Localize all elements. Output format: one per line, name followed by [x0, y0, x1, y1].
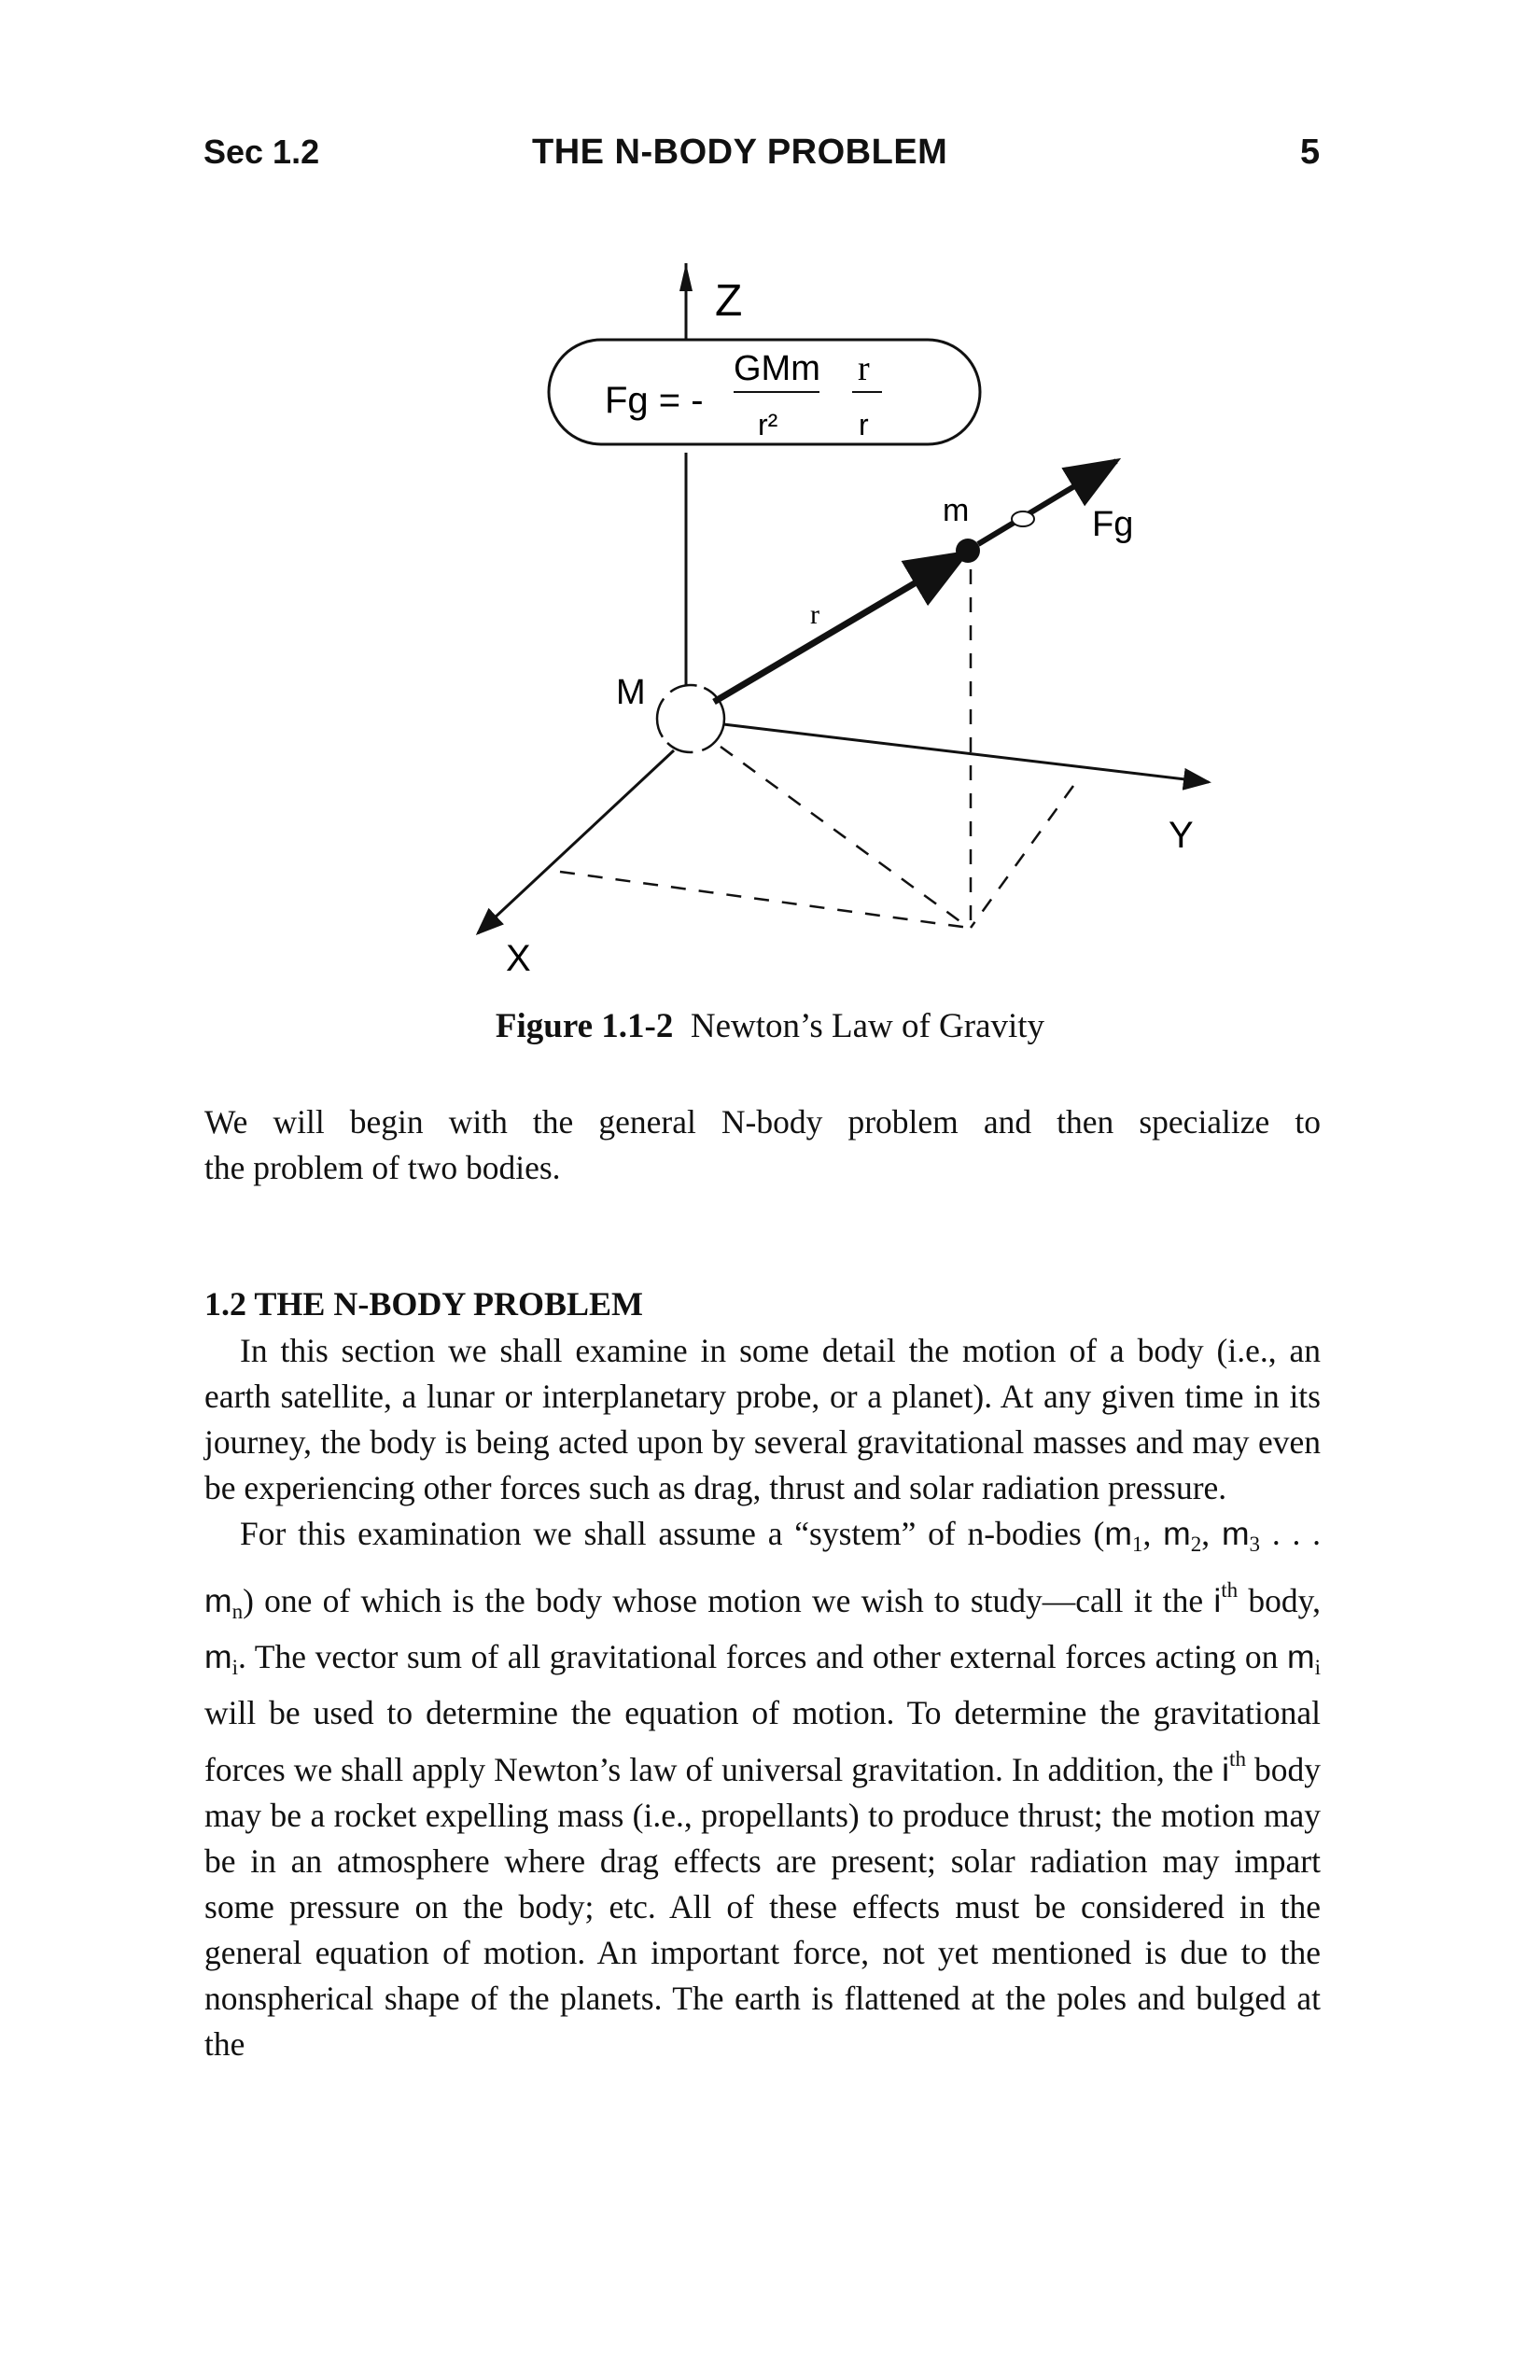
x-axis-label: X	[506, 938, 531, 979]
formula-lhs: Fg = -	[605, 380, 704, 421]
sub-i: i	[231, 1654, 238, 1679]
sub-2: 2	[1190, 1531, 1202, 1556]
p2-part-f: body may be a rocket expelling mass (i.e., propellants) to produce thrust; the motion may be in an atmosphere where drag effects are present; solar radiation may impart some pressure on the body; etc. All of these effects must be considered in the general equation of motion. An important force, not yet mentioned is due to the nonspherical shape of the planets. The earth is flattened at the poles and bulged at the	[204, 1751, 1322, 2064]
sub-i: i	[1314, 1654, 1321, 1679]
small-mass-label: m	[943, 493, 970, 528]
formula-numerator: GMm	[734, 349, 820, 388]
p2-part-a: For this examination we shall assume a “system” of n-bodies (	[240, 1515, 1105, 1552]
p2-part-c: body,	[1238, 1582, 1321, 1620]
sup-th: th	[1229, 1745, 1246, 1771]
section-label: Sec 1.2	[203, 133, 320, 171]
paragraph-1: In this section we shall examine in some detail the motion of a body (i.e., an earth satellite, a lunar or interplanetary probe, or a planet). At any given time in its journey, the body is being acted upon by several gravitational masses and may even be experiencing other forces such as drag, thrust and solar radiation pressure.	[204, 1332, 1321, 1506]
m-symbol: m	[1104, 1515, 1132, 1552]
intro-paragraph	[204, 1099, 1321, 1191]
intro-line-2: the problem of two bodies.	[204, 1149, 561, 1186]
intro-line-1: We will begin with the general N-body problem and then specialize to	[204, 1103, 1321, 1141]
y-axis-label: Y	[1169, 815, 1194, 856]
diagonal-proj	[721, 747, 969, 928]
m-symbol: m	[1163, 1515, 1191, 1552]
page-number: 5	[1300, 133, 1321, 172]
figure-title: Newton’s Law of Gravity	[690, 1007, 1045, 1045]
p2-part-d: . The vector sum of all gravitational forces and other external forces acting on	[238, 1637, 1287, 1675]
formula-vector-numerator: r	[858, 349, 870, 388]
i-symbol: i	[1213, 1582, 1222, 1620]
p2-part-b: ) one of which is the body whose motion we wish to study—call it the	[243, 1582, 1214, 1620]
m-symbol: m	[1287, 1637, 1315, 1675]
force-knot-icon	[1012, 511, 1034, 526]
m-symbol: m	[204, 1582, 232, 1620]
big-mass-circle	[657, 685, 724, 752]
sub-3: 3	[1249, 1531, 1261, 1556]
gravity-diagram	[0, 0, 1540, 999]
i-symbol: i	[1222, 1751, 1230, 1789]
figure-number: Figure 1.1-2	[495, 1007, 674, 1045]
sub-n: n	[231, 1598, 244, 1623]
sup-th: th	[1221, 1576, 1239, 1602]
p2-part-e: will be used to determine the equation of motion. To determine the gravitational forces we shall apply Newton’s law of universal gravitation. In addition, the	[204, 1693, 1321, 1789]
ellipsis: . . .	[1260, 1515, 1322, 1552]
m-symbol: m	[204, 1637, 232, 1675]
z-axis-label: Z	[715, 276, 743, 326]
paragraph-2	[204, 1511, 1321, 2067]
y-parallel	[971, 786, 1073, 928]
z-axis-arrowhead	[679, 263, 693, 291]
x-axis-line	[478, 750, 674, 933]
x-parallel	[560, 872, 969, 928]
separator: ,	[1142, 1515, 1164, 1552]
section-body	[204, 1328, 1321, 2067]
y-axis-line	[723, 724, 1209, 782]
figure-caption	[0, 1006, 1540, 1046]
sub-1: 1	[1131, 1531, 1143, 1556]
formula-vector-denominator: r	[859, 408, 869, 441]
force-label: Fg	[1092, 505, 1134, 544]
m-symbol: m	[1221, 1515, 1250, 1552]
formula-denominator: r²	[758, 408, 778, 441]
r-vector	[714, 553, 965, 702]
separator: ,	[1201, 1515, 1222, 1552]
section-heading: 1.2 THE N-BODY PROBLEM	[204, 1285, 644, 1323]
running-title: THE N-BODY PROBLEM	[532, 133, 948, 172]
r-vector-label: r	[810, 599, 819, 630]
big-mass-label: M	[616, 673, 646, 712]
small-mass	[956, 539, 980, 563]
